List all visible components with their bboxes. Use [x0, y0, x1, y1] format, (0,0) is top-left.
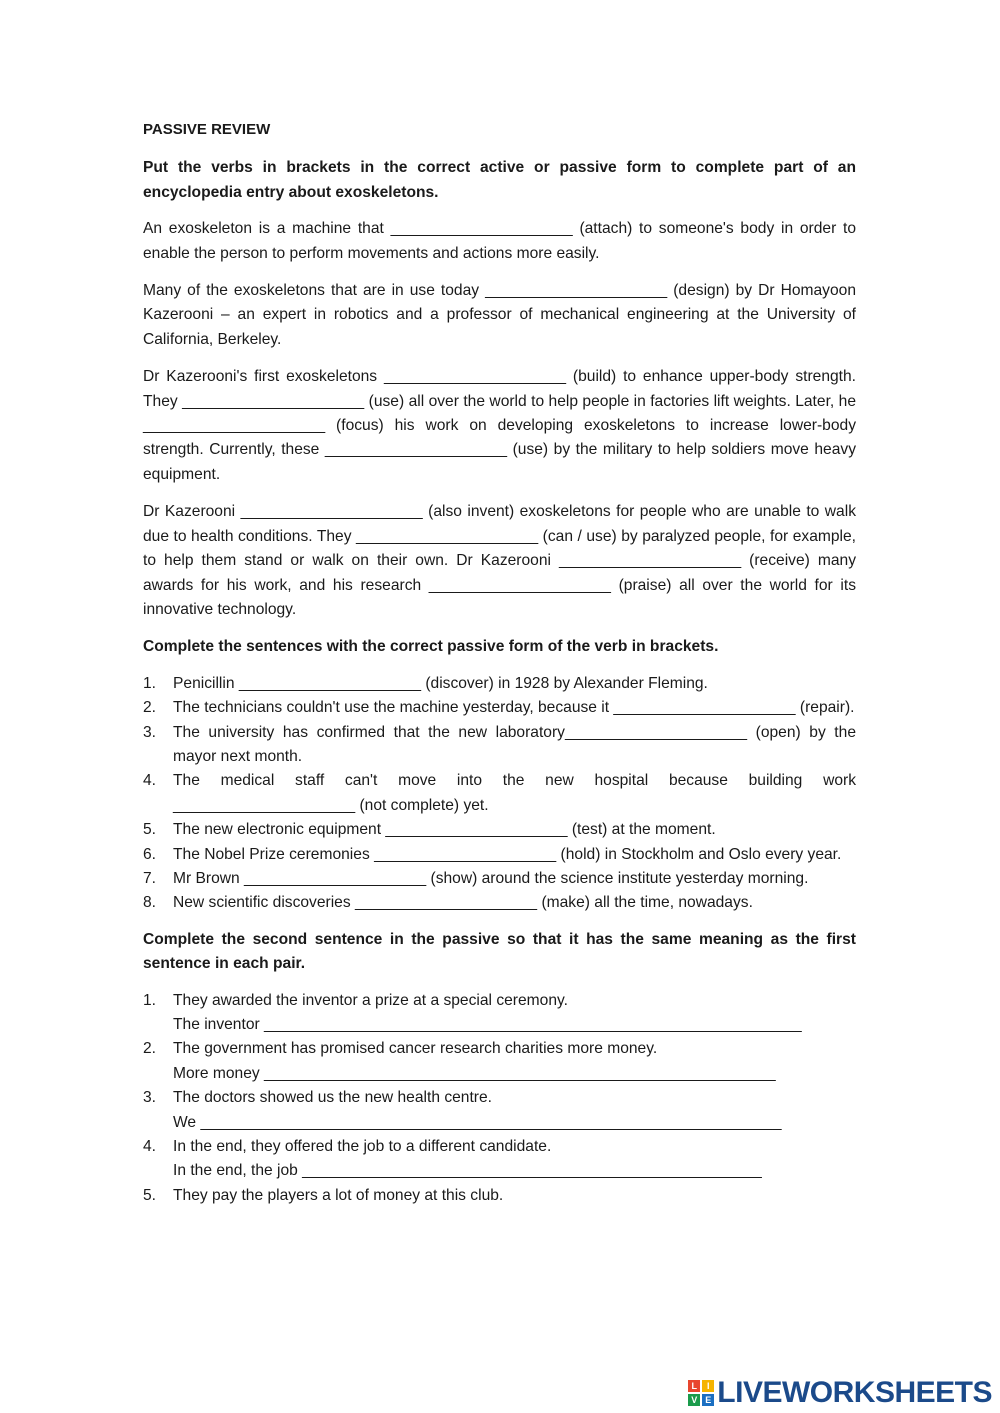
liveworksheets-logo	[688, 1376, 992, 1410]
item-text: New scientific discoveries _____________________ (make) all the time, nowadays.	[173, 894, 753, 912]
logo-mark-icon	[688, 1380, 714, 1406]
item-number: 5.	[143, 1186, 157, 1204]
transformation-list	[143, 989, 856, 1209]
paragraph: Dr Kazerooni _____________________ (also invent) exoskeletons for people who are unable to walk due to health conditions. They _____________________ (can / use) by paralyzed people, for example, to help them stand or walk on their own. Dr Kazerooni _____________________ (receive) many awards for his work, and his research _____________________ (praise) all over the world for its innovative technology.	[143, 503, 856, 618]
item-text: The Nobel Prize ceremonies _____________________ (hold) in Stockholm and Oslo every year.	[173, 845, 842, 863]
item-number: 3.	[143, 723, 157, 741]
first-sentence: The doctors showed us the new health centre.	[173, 1089, 492, 1107]
item-number: 5.	[143, 821, 157, 839]
answer-line[interactable]: In the end, the job _____________________________________________________	[173, 1162, 762, 1180]
sentence-list	[143, 672, 856, 916]
item-text: The new electronic equipment _____________________ (test) at the moment.	[173, 821, 716, 839]
item-number: 6.	[143, 845, 157, 863]
item-number: 1.	[143, 674, 157, 692]
item-number: 3.	[143, 1089, 157, 1107]
item-text: The university has confirmed that the new laboratory_____________________ (open) by the mayor next month.	[173, 723, 856, 765]
item-number: 2.	[143, 1040, 157, 1058]
list-item	[143, 672, 856, 696]
list-item	[143, 1037, 856, 1086]
list-item	[143, 891, 856, 915]
item-number: 7.	[143, 869, 157, 887]
paragraph: Dr Kazerooni's first exoskeletons _____________________ (build) to enhance upper-body strength. They _____________________ (use) all over the world to help people in factories lift weights. Later, he _____________________ (focus) his work on developing exoskeletons to increase lower-body strength. Currently, these _____________________ (use) by the military to help soldiers move heavy equipment.	[143, 368, 856, 483]
item-number: 4.	[143, 1138, 157, 1156]
first-sentence: They awarded the inventor a prize at a special ceremony.	[173, 991, 568, 1009]
list-item	[143, 818, 856, 842]
worksheet	[143, 118, 856, 1220]
list-item	[143, 1135, 856, 1184]
logo-letter: E	[702, 1394, 714, 1406]
list-item	[143, 1184, 856, 1208]
paragraph: An exoskeleton is a machine that _____________________ (attach) to someone's body in order to enable the person to perform movements and actions more easily.	[143, 220, 856, 262]
page-title: PASSIVE REVIEW	[143, 121, 271, 138]
first-sentence: In the end, they offered the job to a different candidate.	[173, 1138, 552, 1156]
item-number: 1.	[143, 991, 157, 1009]
section2-instruction: Complete the sentences with the correct passive form of the verb in brackets.	[143, 638, 719, 656]
item-text: The medical staff can't move into the new hospital because building work _____________________ (not complete) yet.	[173, 772, 856, 814]
list-item	[143, 696, 856, 720]
list-item	[143, 1086, 856, 1135]
list-item	[143, 721, 856, 770]
answer-line[interactable]: We ___________________________________________________________________	[173, 1113, 782, 1131]
list-item	[143, 769, 856, 818]
logo-letter: I	[702, 1380, 714, 1392]
logo-letter: L	[688, 1380, 700, 1392]
first-sentence: The government has promised cancer research charities more money.	[173, 1040, 658, 1058]
answer-line[interactable]: The inventor ______________________________________________________________	[173, 1016, 802, 1033]
section1-instruction: Put the verbs in brackets in the correct active or passive form to complete part of an encyclopedia entry about exoskeletons.	[143, 159, 856, 201]
list-item	[143, 867, 856, 891]
first-sentence: They pay the players a lot of money at this club.	[173, 1186, 504, 1204]
item-number: 8.	[143, 894, 157, 912]
logo-letter: V	[688, 1394, 700, 1406]
item-number: 2.	[143, 699, 157, 717]
section3-instruction: Complete the second sentence in the passive so that it has the same meaning as the first sentence in each pair.	[143, 930, 856, 973]
list-item	[143, 843, 856, 867]
brand-name: LIVEWORKSHEETS	[717, 1376, 992, 1409]
item-text: Penicillin _____________________ (discover) in 1928 by Alexander Fleming.	[173, 674, 708, 692]
answer-line[interactable]: More money ___________________________________________________________	[173, 1064, 776, 1082]
item-number: 4.	[143, 772, 157, 790]
item-text: Mr Brown _____________________ (show) around the science institute yesterday morning.	[173, 869, 809, 887]
list-item	[143, 989, 856, 1038]
item-text: The technicians couldn't use the machine yesterday, because it _____________________ (repair).	[173, 699, 855, 717]
paragraph: Many of the exoskeletons that are in use today _____________________ (design) by Dr Homayoon Kazerooni – an expert in robotics and a professor of mechanical engineering at the University of California, Berkeley.	[143, 282, 856, 348]
